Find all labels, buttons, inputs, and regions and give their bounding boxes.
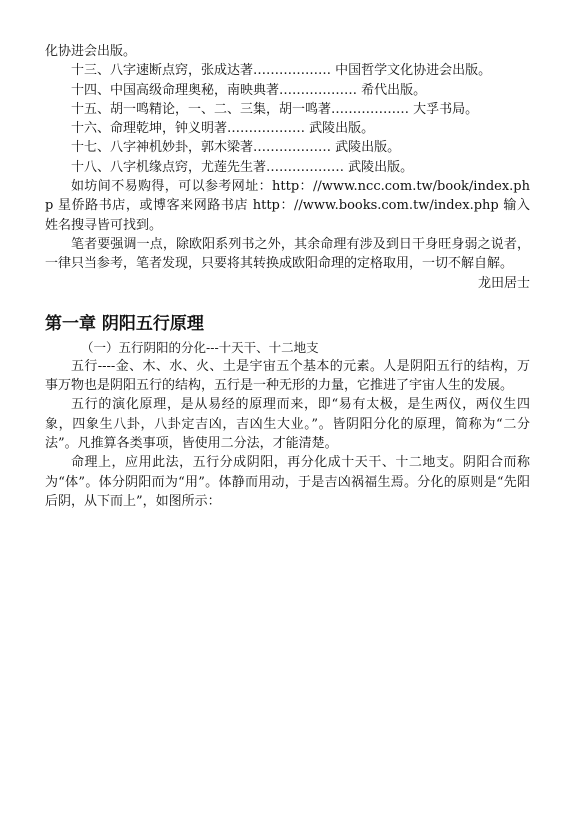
document-page [45, 42, 530, 511]
chapter-title: 第一章 阴阳五行原理 [45, 313, 204, 334]
reference-item-14: 十四、中国高级命理奥秘，南映典著……………… 希代出版。 [71, 82, 427, 98]
reference-item-18: 十八、八字机缘点窍，尤莲先生著……………… 武陵出版。 [71, 159, 414, 175]
author-signature: 龙田居士 [477, 275, 530, 291]
reference-item-15: 十五、胡一鸣精论，一、二、三集，胡一鸣著……………… 大孚书局。 [71, 101, 479, 117]
reference-item-17: 十七、八字神机妙卦，郭木梁著……………… 武陵出版。 [71, 140, 401, 156]
section-title: （一）五行阴阳的分化---十天干、十二地支 [81, 339, 319, 355]
body-paragraph: 命理上，应用此法，五行分成阴阳，再分化成十天干、十二地支。阴阳合而称为“体”。体分阴阳而为“用”。体静而用动，于是吉凶祸福生焉。分化的原则是“先阳后阴，从下而上”，如图所示： [45, 455, 530, 509]
reference-item-13: 十三、八字速断点窍，张成达著……………… 中国哲学文化协进会出版。 [71, 63, 492, 79]
body-paragraph: 五行的演化原理，是从易经的原理而来，即“易有太极，是生两仪，两仪生四象，四象生八卦，八卦定吉凶，吉凶生大业。”。皆阴阳分化的原理，简称为“二分法”。凡推算各类事项，皆使用二分法，才能清楚。 [45, 397, 530, 452]
purchase-note: 如坊间不易购得，可以参考网址：http：//www.ncc.com.tw/book/index.php 星侨路书店，或博客来网路书店 http：//www.books.com.tw/index.php 输入姓名搜寻皆可找到。 [45, 179, 530, 233]
body-paragraph: 五行----金、木、水、火、土是宇宙五个基本的元素。人是阴阳五行的结构，万事万物也是阴阳五行的结构，五行是一种无形的力量，它推进了宇宙人生的发展。 [45, 358, 530, 394]
reference-item-16: 十六、命理乾坤，钟义明著……………… 武陵出版。 [71, 121, 375, 137]
continued-line: 化协进会出版。 [45, 44, 137, 59]
emphasis-note: 笔者要强调一点，除欧阳系列书之外，其余命理有涉及到日干身旺身弱之说者，一律只当参考，笔者发现，只要将其转换成欧阳命理的定格取用，一切不解自解。 [45, 236, 530, 272]
